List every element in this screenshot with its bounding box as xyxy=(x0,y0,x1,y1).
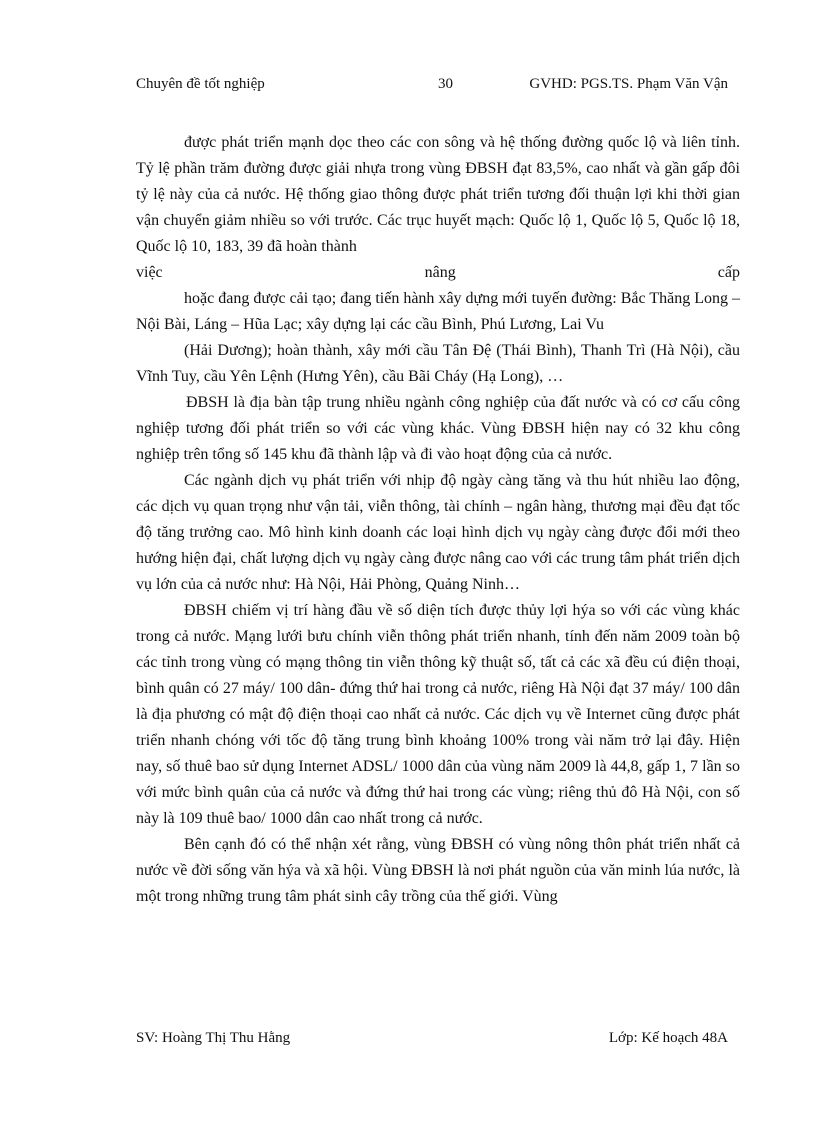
paragraph-transport: được phát triển mạnh dọc theo các con sông và hệ thống đường quốc lộ và liên tỉnh. Tỷ lệ phần trăm đường được giải nhựa trong vùng ĐBSH đạt 83,5%, cao nhất và gần gấp đôi tỷ lệ này của cả nước. Hệ thống giao thông được phát triển tương đối thuận lợi khi thời gian vận chuyển giảm nhiều so với trước. Các trục huyết mạch: Quốc lộ 1, Quốc lộ 5, Quốc lộ 18, Quốc lộ 10, 183, 39 đã hoàn thành xyxy=(136,134,740,255)
footer-student: SV: Hoàng Thị Thu Hằng xyxy=(136,1030,291,1046)
footer-class: Lớp: Kế hoạch 48A xyxy=(608,1030,728,1046)
paragraph-rural: Bên cạnh đó có thể nhận xét rằng, vùng ĐBSH có vùng nông thôn phát triển nhất cả nước về đời sống văn hýa và xã hội. Vùng ĐBSH là nơi phát nguồn của văn minh lúa nước, là một trong những trung tâm phát sinh cây trồng của thế giới. Vùng xyxy=(136,836,740,905)
header-title: Chuyên đề tốt nghiệp xyxy=(136,76,265,92)
spread-word: nâng xyxy=(424,264,456,281)
paragraph-industry: ĐBSH là địa bàn tập trung nhiều ngành công nghiệp của đất nước và có cơ cấu công nghiệp tương đối phát triển so với các vùng khác. Vùng ĐBSH hiện nay có 32 khu công nghiệp trên tổng số 145 khu đã thành lập và đi vào hoạt động của cả nước. xyxy=(136,394,740,463)
paragraph-bridges: (Hải Dương); hoàn thành, xây mới cầu Tân Đệ (Thái Bình), Thanh Trì (Hà Nội), cầu Vĩnh Tuy, cầu Yên Lệnh (Hưng Yên), cầu Bãi Cháy (Hạ Long), … xyxy=(136,342,740,385)
page-number: 30 xyxy=(438,76,453,92)
paragraph-roads: hoặc đang được cải tạo; đang tiến hành xây dựng mới tuyến đường: Bắc Thăng Long – Nội Bài, Láng – Hũa Lạc; xây dựng lại các cầu Bình, Phú Lương, Lai Vu xyxy=(136,290,740,333)
page-header xyxy=(136,76,728,96)
header-supervisor: GVHD: PGS.TS. Phạm Văn Vận xyxy=(529,76,728,92)
spread-word: việc xyxy=(136,264,163,281)
spread-word: cấp xyxy=(717,264,740,281)
page-footer xyxy=(136,1030,728,1050)
document-body xyxy=(136,130,740,910)
paragraph-transport-spread-line xyxy=(136,260,740,286)
paragraph-services: Các ngành dịch vụ phát triển với nhịp độ ngày càng tăng và thu hút nhiều lao động, các dịch vụ quan trọng như vận tải, viễn thông, tài chính – ngân hàng, thương mại đều đạt tốc độ tăng trưởng cao. Mô hình kinh doanh các loại hình dịch vụ ngày càng được đổi mới theo hướng hiện đại, chất lượng dịch vụ ngày càng được nâng cao với các trung tâm phát triển dịch vụ lớn của cả nước như: Hà Nội, Hải Phòng, Quảng Ninh… xyxy=(136,472,740,593)
paragraph-telecom: ĐBSH chiếm vị trí hàng đầu về số diện tích được thủy lợi hýa so với các vùng khác trong cả nước. Mạng lưới bưu chính viễn thông phát triển nhanh, tính đến năm 2009 toàn bộ các tỉnh trong vùng có mạng thông tin viễn thông kỹ thuật số, tất cả các xã đều cú điện thoại, bình quân có 27 máy/ 100 dân- đứng thứ hai trong cả nước, riêng Hà Nội đạt 37 máy/ 100 dân là địa phương có mật độ điện thoại cao nhất cả nước. Các dịch vụ về Internet cũng được phát triển nhanh chóng với tốc độ tăng trung bình khoảng 100% trong vài năm trở lại đây. Hiện nay, số thuê bao sử dụng Internet ADSL/ 1000 dân của vùng năm 2009 là 44,8, gấp 1, 7 lần so với mức bình quân của cả nước và đứng thứ hai trong các vùng; riêng thủ đô Hà Nội, con số này là 109 thuê bao/ 1000 dân cao nhất trong cả nước. xyxy=(136,602,740,827)
